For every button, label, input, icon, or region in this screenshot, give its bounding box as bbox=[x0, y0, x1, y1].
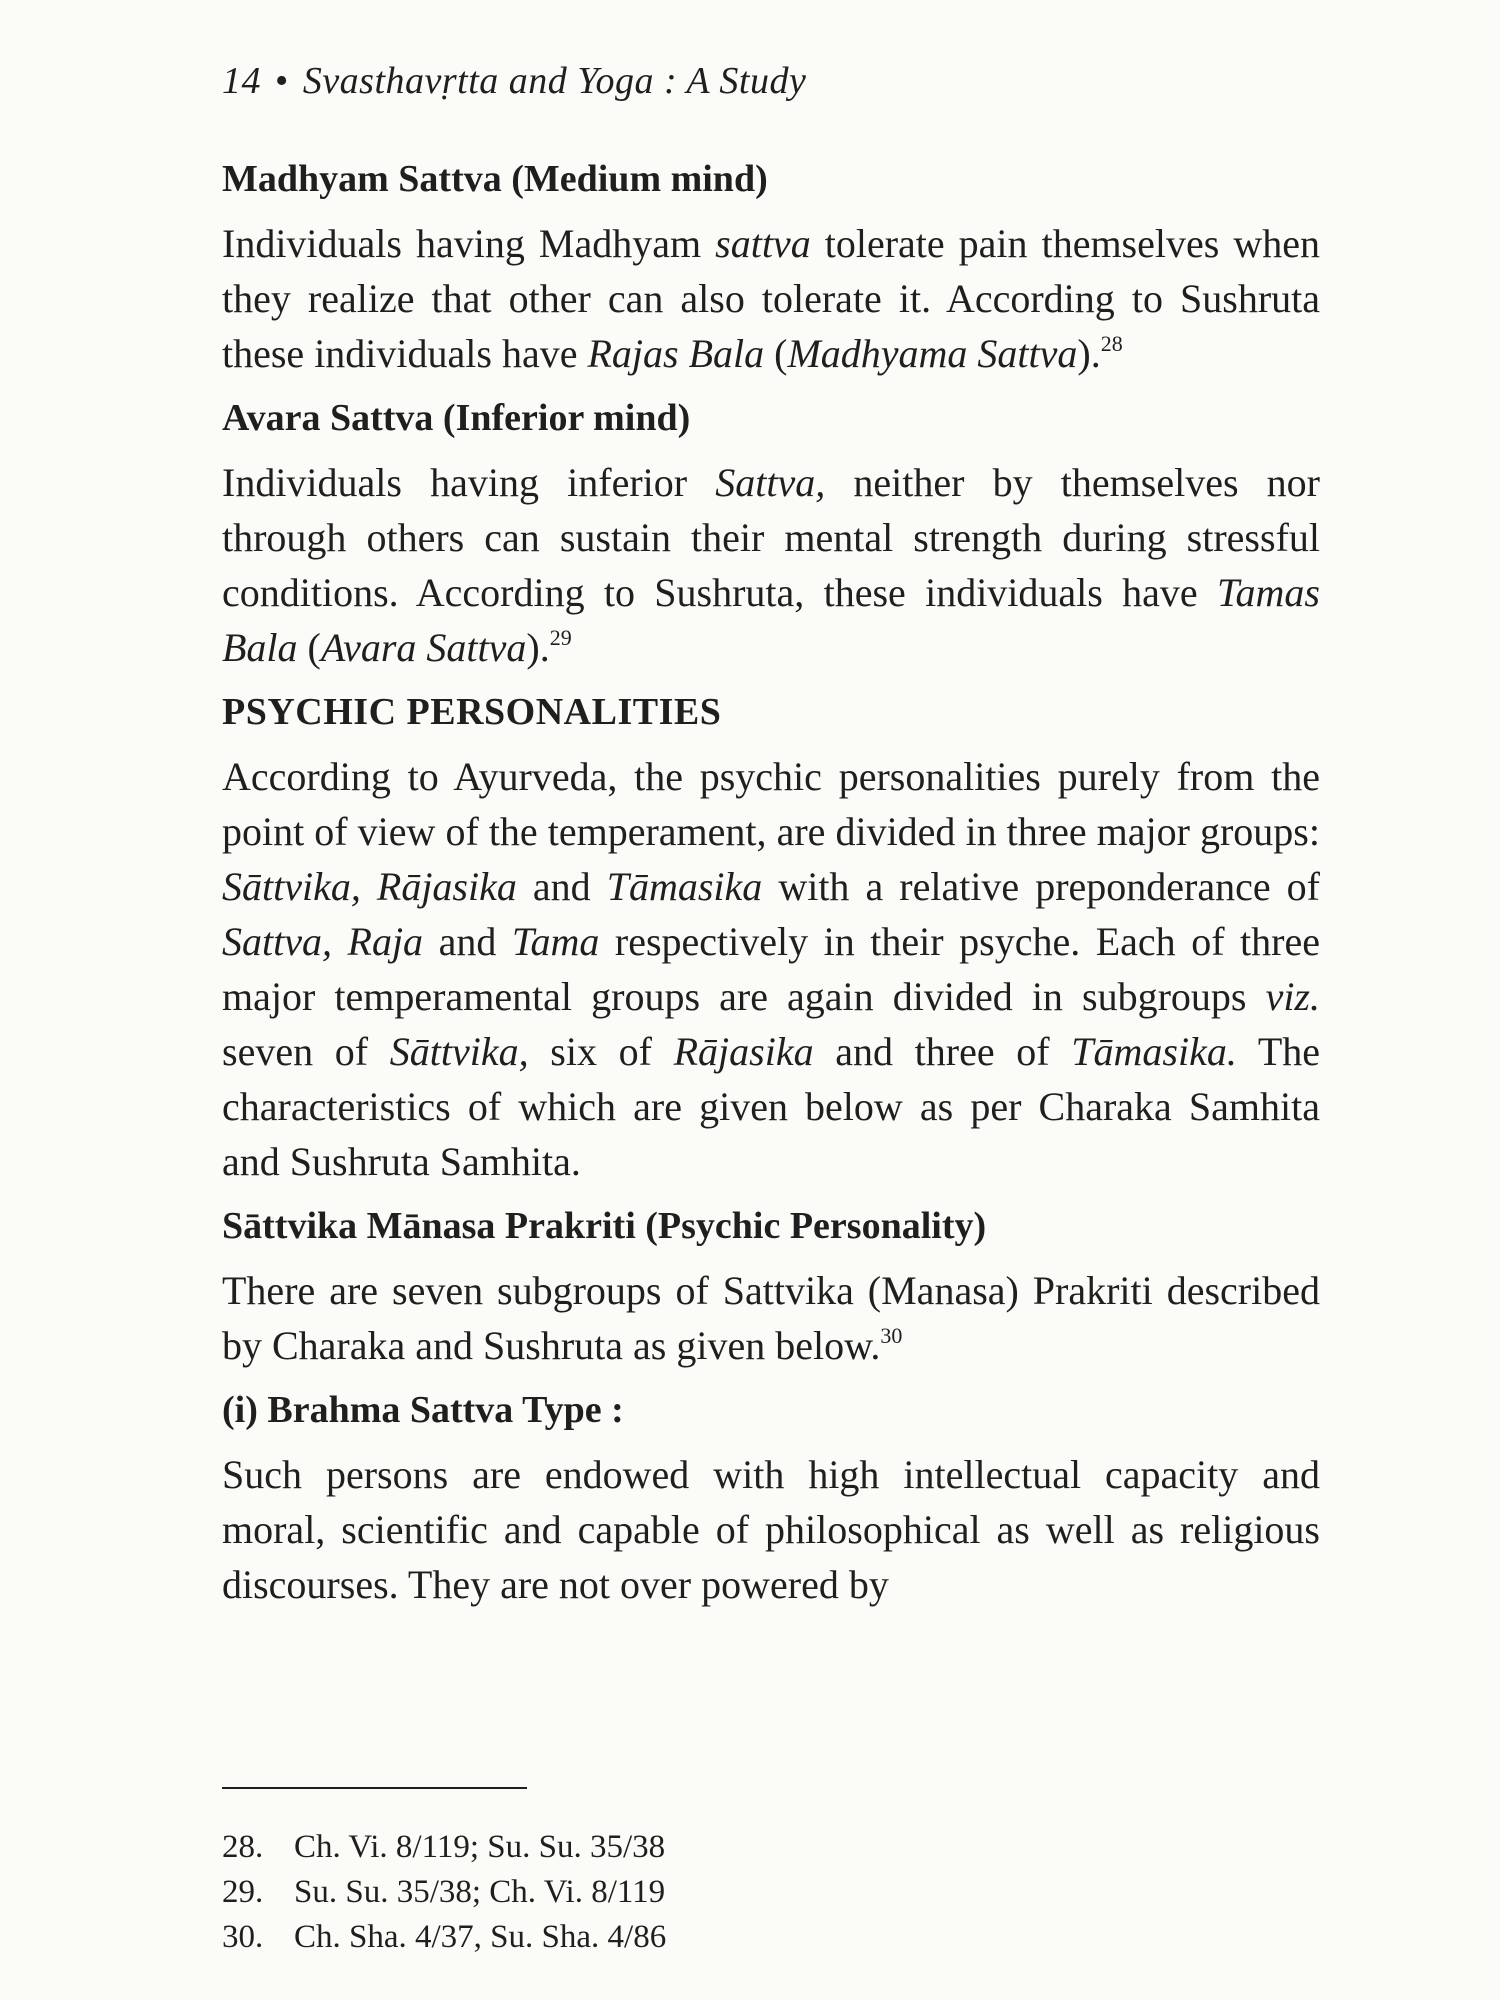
paragraph-avara-sattva: Individuals having inferior Sattva, neither by themselves nor through others can sustain their mental strength during stressful conditions. According to Sushruta, these individuals have Tamas Bala (Avara Sattva).$^{29}$ bbox=[222, 460, 1320, 670]
paragraph-sattvika-manasa-prakriti: There are seven subgroups of Sattvika (Manasa) Prakriti described by Charaka and Sushruta as given below.$^{30}$ bbox=[222, 1268, 1320, 1368]
heading-sattvika-manasa-prakriti: Sāttvika Mānasa Prakriti (Psychic Personality) bbox=[222, 1205, 987, 1247]
heading-madhyam-sattva: Madhyam Sattva (Medium mind) bbox=[222, 158, 768, 200]
footnote-ref-30: 30 bbox=[880, 1323, 903, 1348]
paragraph-psychic-personalities: According to Ayurveda, the psychic personalities purely from the point of view of the temperament, are divided in three major groups: Sāttvika, Rājasika and Tāmasika with a relative preponderance of Sattva, Raja and Tama respectively in their psyche. Each of three major temperamental groups are again divided in subgroups viz. seven of Sāttvika, six of Rājasika and three of Tāmasika. The characteristics of which are given below as per Charaka Samhita and Sushruta Samhita. bbox=[222, 754, 1321, 1184]
heading-avara-sattva: Avara Sattva (Inferior mind) bbox=[222, 397, 691, 439]
footnotes bbox=[222, 1787, 1322, 1960]
paragraph-brahma-sattva-type: Such persons are endowed with high intellectual capacity and moral, scientific and capable of philosophical as well as religious discourses. They are not over powered by bbox=[222, 1452, 1320, 1607]
bullet-separator: • bbox=[275, 60, 289, 102]
paragraph-madhyam-sattva: Individuals having Madhyam sattva tolerate pain themselves when they realize that other can also tolerate it. According to Sushruta these individuals have Rajas Bala (Madhyama Sattva).$^{28}$ bbox=[222, 221, 1320, 376]
footnote-29: 29. Su. Su. 35/38; Ch. Vi. 8/119 bbox=[222, 1874, 666, 1910]
footnote-30: 30. Ch. Sha. 4/37, Su. Sha. 4/86 bbox=[222, 1919, 667, 1955]
footnote-ref-28: 28 bbox=[1100, 331, 1123, 356]
running-title: Svasthavṛtta and Yoga : A Study bbox=[302, 60, 807, 102]
footnote-rule bbox=[222, 1787, 527, 1789]
running-header bbox=[222, 58, 1320, 104]
footnote-ref-29: 29 bbox=[549, 625, 572, 650]
footnote-28: 28. Ch. Vi. 8/119; Su. Su. 35/38 bbox=[222, 1829, 666, 1865]
heading-psychic-personalities: PSYCHIC PERSONALITIES bbox=[222, 691, 722, 733]
heading-brahma-sattva-type: (i) Brahma Sattva Type : bbox=[222, 1389, 624, 1431]
page-number: 14 bbox=[222, 60, 261, 102]
